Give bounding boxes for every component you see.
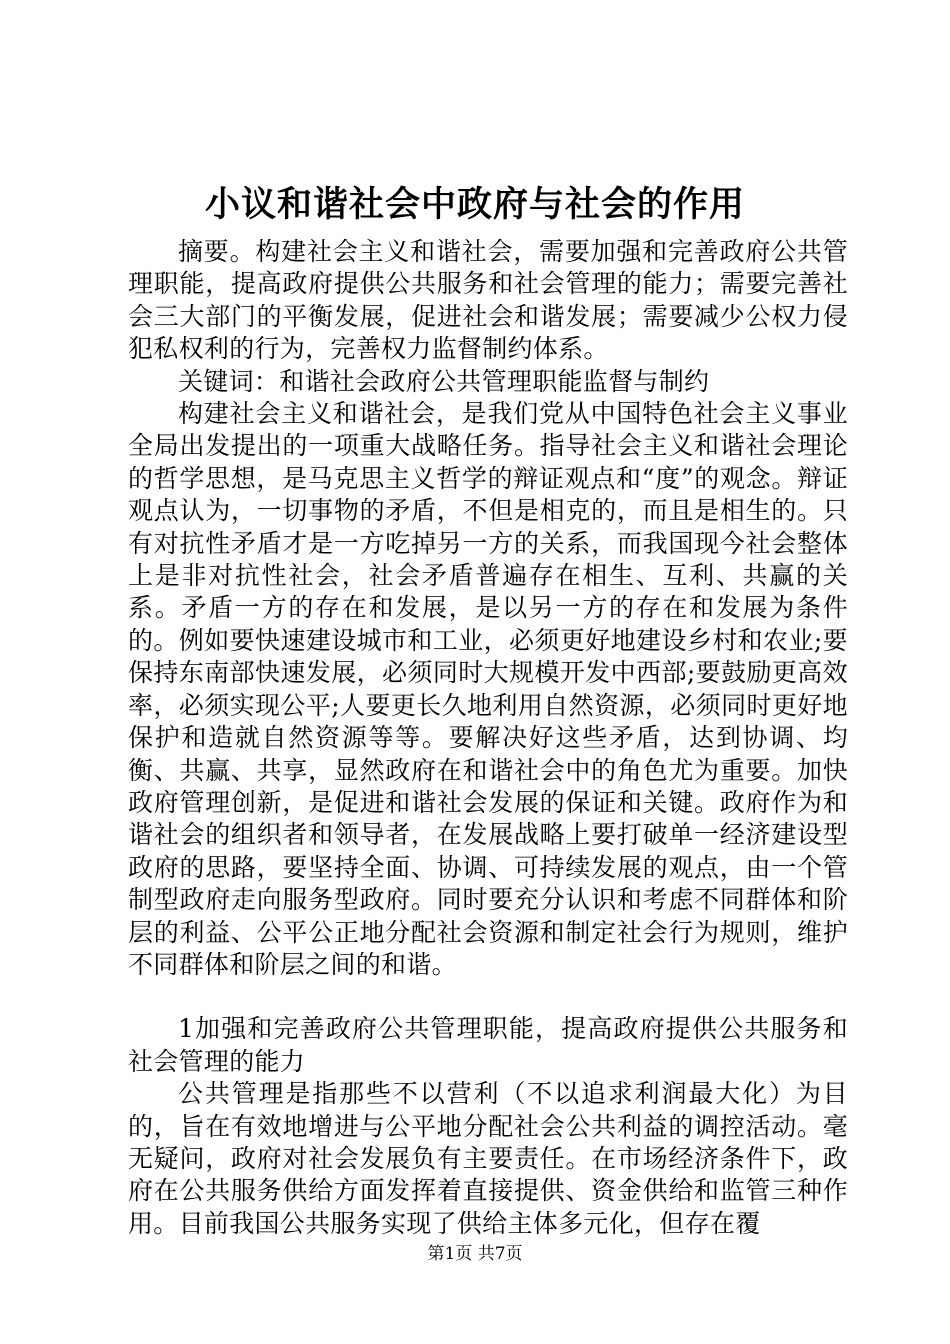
document-body: [128, 236, 848, 1240]
body-paragraph: 公共管理是指那些不以营利（不以追求利润最大化）为目的，旨在有效地增进与公平地分配社会公共利益的调控活动。毫无疑问，政府对社会发展负有主要责任。在市场经济条件下，政府在公共服务供给方面发挥着直接提供、资金供给和监管三种作用。目前我国公共服务实现了供给主体多元化，但存在覆: [128, 1079, 848, 1238]
paragraph-spacer: [128, 981, 848, 1013]
body-paragraph: 构建社会主义和谐社会，是我们党从中国特色社会主义事业全局出发提出的一项重大战略任务。指导社会主义和谐社会理论的哲学思想，是马克思主义哲学的辩证观点和“度”的观念。辩证观点认为，一切事物的矛盾，不但是相克的，而且是相生的。只有对抗性矛盾才是一方吃掉另一方的关系，而我国现今社会整体上是非对抗性社会，社会矛盾普遍存在相生、互利、共赢的关系。矛盾一方的存在和发展，是以另一方的存在和发展为条件的。例如要快速建设城市和工业，必须更好地建设乡村和农业;要保持东南部快速发展，必须同时大规模开发中西部;要鼓励更高效率，必须实现公平;人要更长久地利用自然资源，必须同时更好地保护和造就自然资源等等。要解决好这些矛盾，达到协调、均衡、共赢、共享，显然政府在和谐社会中的角色尤为重要。加快政府管理创新，是促进和谐社会发展的保证和关键。政府作为和谐社会的组织者和领导者，在发展战略上要打破单一经济建设型政府的思路，要坚持全面、协调、可持续发展的观点，由一个管制型政府走向服务型政府。同时要充分认识和考虑不同群体和阶层的利益、公平公正地分配社会资源和制定社会行为规则，维护不同群体和阶层之间的和谐。: [128, 399, 848, 979]
page-footer: 第1页 共7页: [427, 1244, 523, 1264]
document-title: 小议和谐社会中政府与社会的作用: [204, 184, 745, 225]
section-heading: 1加强和完善政府公共管理职能，提高政府提供公共服务和社会管理的能力: [128, 1014, 848, 1076]
keywords-paragraph: 关键词：和谐社会政府公共管理职能监督与制约: [178, 366, 710, 396]
abstract-paragraph: 摘要。构建社会主义和谐社会，需要加强和完善政府公共管理职能，提高政府提供公共服务和社会管理的能力；需要完善社会三大部门的平衡发展，促进社会和谐发展；需要减少公权力侵犯私权利的行为，完善权力监督制约体系。: [128, 237, 848, 364]
